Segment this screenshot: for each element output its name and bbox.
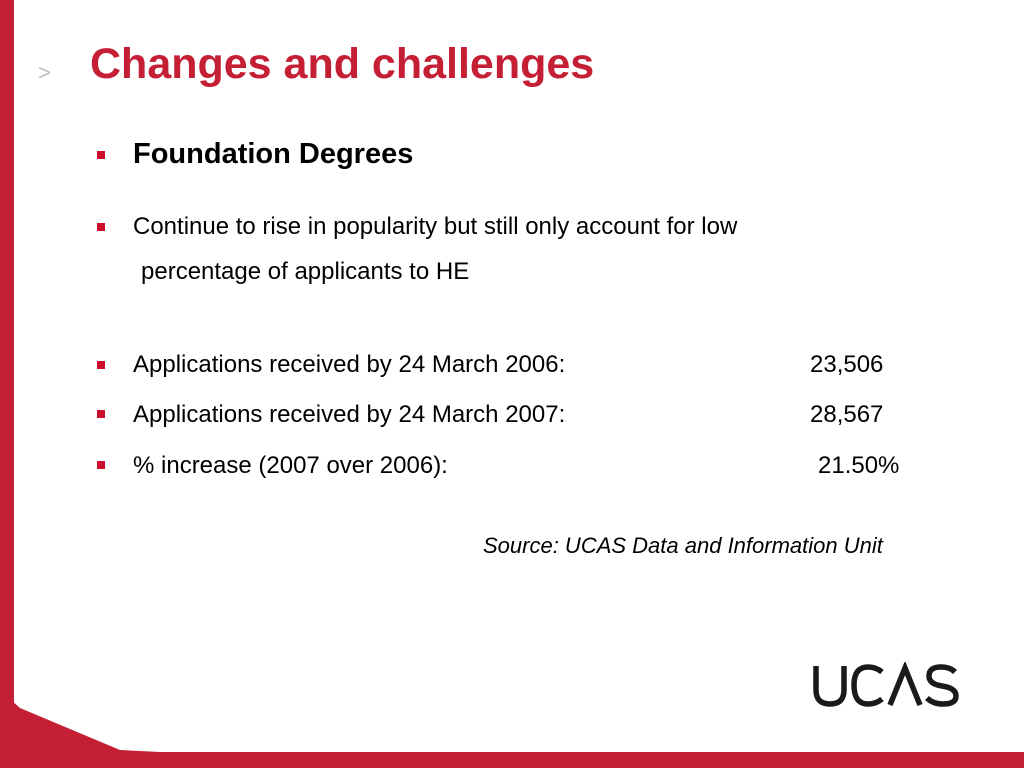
- bullet-icon: [97, 410, 105, 418]
- ucas-logo: [812, 662, 962, 710]
- stat-label-2006: Applications received by 24 March 2006:: [133, 351, 566, 378]
- stat-value-2006: 23,506: [810, 351, 884, 378]
- bullet-icon: [97, 223, 105, 231]
- bullet-text-line1: Continue to rise in popularity but still only account for low: [133, 213, 738, 240]
- bullet-icon: [97, 461, 105, 469]
- bullet-icon: [97, 151, 105, 159]
- source-note: Source: UCAS Data and Information Unit: [483, 533, 883, 558]
- bullet-icon: [97, 361, 105, 369]
- stat-label-increase: % increase (2007 over 2006):: [133, 452, 448, 479]
- slide-title: Changes and challenges: [90, 40, 595, 88]
- bullet-text-line2: percentage of applicants to HE: [141, 258, 470, 285]
- stat-value-2007: 28,567: [810, 401, 884, 428]
- stat-label-2007: Applications received by 24 March 2007:: [133, 401, 566, 428]
- stat-value-increase: 21.50%: [818, 452, 900, 479]
- chevron-marker: >: [38, 60, 51, 85]
- section-heading: Foundation Degrees: [133, 138, 414, 170]
